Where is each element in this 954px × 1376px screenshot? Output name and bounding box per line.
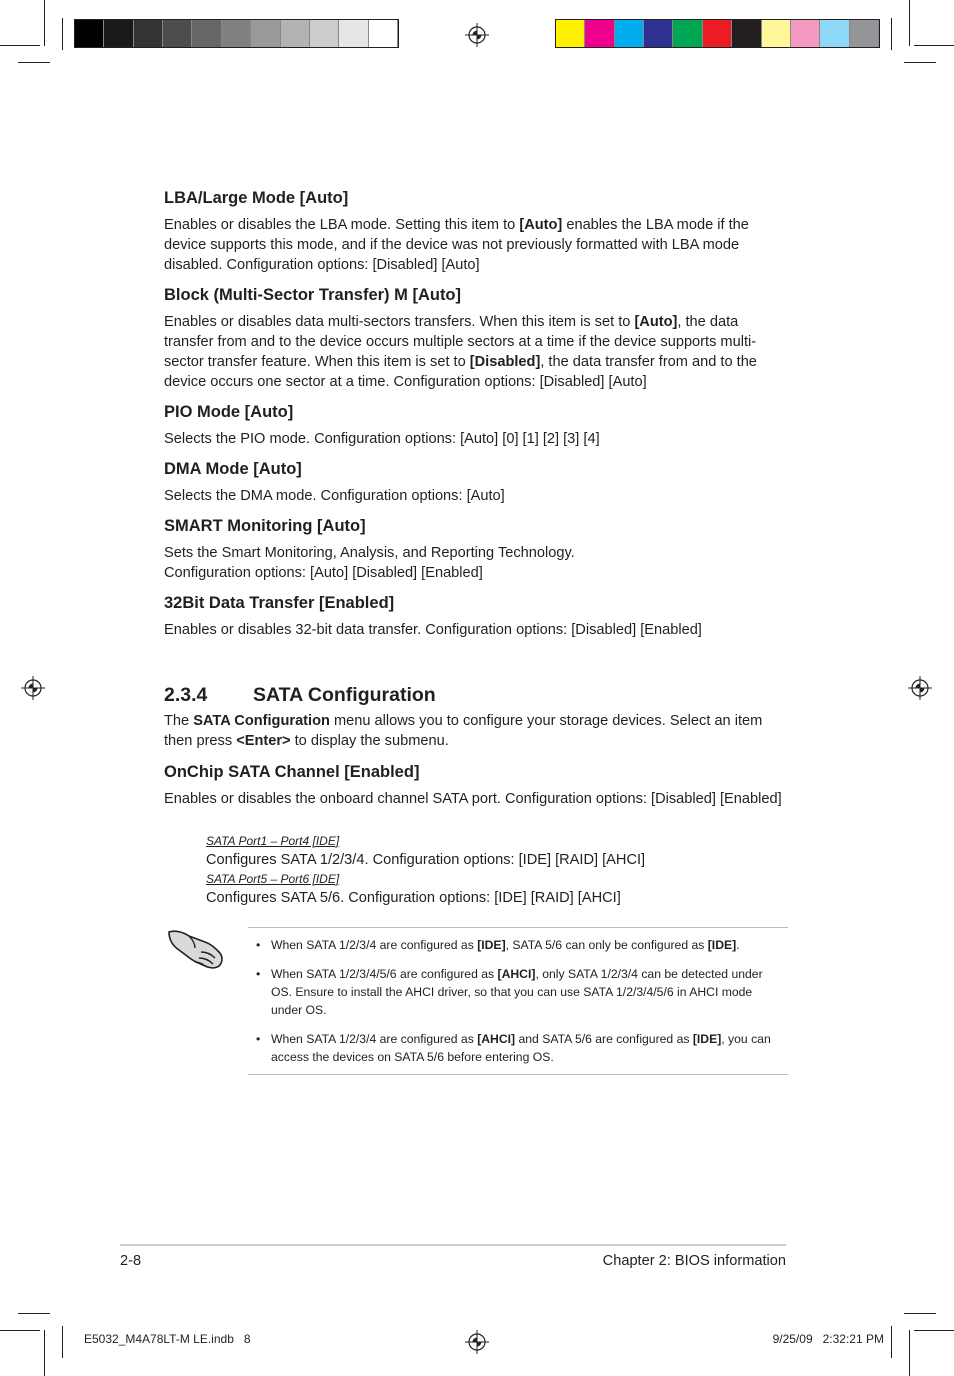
grayscale-color-bar: [74, 19, 399, 48]
bold-text: [IDE]: [477, 938, 506, 952]
setting-block: [164, 188, 790, 275]
port1-label: SATA Port1 – Port4 [IDE]: [206, 834, 340, 848]
registration-mark-icon: [908, 676, 932, 700]
slug-date: 9/25/09 2:32:21 PM: [772, 1332, 884, 1346]
text-run: to display the submenu.: [290, 733, 449, 749]
crop-mark: [914, 1330, 954, 1331]
onchip-body: Enables or disables the onboard channel SATA port. Configuration options: [Disabled] [Enabled]: [164, 791, 782, 807]
crop-mark: [44, 0, 45, 46]
crop-mark: [891, 18, 892, 50]
port5-body: Configures SATA 5/6. Configuration options: [IDE] [RAID] [AHCI]: [206, 890, 621, 906]
bullet: •: [256, 1032, 261, 1046]
registration-mark-icon: [465, 23, 489, 47]
setting-description: [164, 312, 790, 392]
setting-heading: 32Bit Data Transfer [Enabled]: [164, 594, 395, 612]
crop-mark: [891, 1326, 892, 1358]
color-swatch: [556, 20, 585, 47]
text-run: When SATA 1/2/3/4/5/6 are configured as: [271, 967, 498, 981]
registration-mark-icon: [465, 1330, 489, 1354]
text-run: Enables or disables 32-bit data transfer. Configuration options: [Disabled] [Enabled]: [164, 622, 702, 638]
color-swatch: [104, 20, 133, 47]
color-swatch: [134, 20, 163, 47]
bullet: •: [256, 938, 261, 952]
crop-mark: [904, 1313, 936, 1314]
color-swatch: [732, 20, 761, 47]
text-run: , the data transfer from and to the device occurs one sector at a time. Configuration options: [Disabled] [Auto]: [164, 354, 757, 390]
setting-description: [164, 486, 790, 506]
bullet: •: [256, 967, 261, 981]
setting-description: [164, 620, 790, 640]
text-run: , you can access the devices on SATA 5/6 before entering OS.: [271, 1032, 771, 1064]
setting-heading: LBA/Large Mode [Auto]: [164, 189, 349, 207]
text-run: , SATA 5/6 can only be configured as: [505, 938, 708, 952]
color-swatch: [644, 20, 673, 47]
setting-block: [164, 459, 790, 506]
crop-mark: [18, 1313, 50, 1314]
bold-text: [Auto]: [634, 314, 678, 330]
color-swatch: [673, 20, 702, 47]
note-box: [248, 927, 788, 1075]
color-swatch: [585, 20, 614, 47]
bold-text: [IDE]: [707, 938, 737, 952]
setting-heading: Block (Multi-Sector Transfer) M [Auto]: [164, 286, 462, 304]
text-run: menu allows you to configure your storage devices. Select an item then press: [164, 713, 763, 749]
bold-text: SATA Configuration: [193, 713, 330, 729]
note-item: [256, 1030, 786, 1066]
bold-text: [Disabled]: [469, 354, 541, 370]
text-run: When SATA 1/2/3/4 are configured as: [271, 1032, 478, 1046]
color-swatch: [369, 20, 398, 47]
port-settings: [206, 832, 786, 908]
text-run: Sets the Smart Monitoring, Analysis, and Reporting Technology.: [164, 545, 575, 561]
text-run: , only SATA 1/2/3/4 can be detected under OS. Ensure to install the AHCI driver, so that you can use SATA 1/2/3/4/5/6 in AHCI mode under OS.: [271, 967, 763, 1017]
color-swatch: [762, 20, 791, 47]
color-swatch: [222, 20, 251, 47]
color-swatch: [163, 20, 192, 47]
color-swatch: [251, 20, 280, 47]
text-run: When SATA 1/2/3/4 are configured as: [271, 938, 478, 952]
crop-mark: [909, 1330, 910, 1376]
crop-mark: [62, 18, 63, 50]
footer-divider: [120, 1244, 786, 1246]
color-swatch: [339, 20, 368, 47]
text-run: Selects the DMA mode. Configuration options: [Auto]: [164, 488, 505, 504]
text-run: , the data transfer from and to the device occurs multiple sectors at a time if the device supports multi-sector transfer feature. When this item is set to: [164, 314, 757, 370]
setting-block: [164, 593, 790, 640]
setting-heading: DMA Mode [Auto]: [164, 460, 302, 478]
onchip-block: [164, 762, 790, 809]
note-item: [256, 965, 786, 1019]
setting-block: [164, 285, 790, 392]
bold-text: <Enter>: [236, 733, 291, 749]
setting-description: [164, 543, 790, 583]
text-run: Enables or disables data multi-sectors transfers. When this item is set to: [164, 314, 635, 330]
text-run: .: [736, 938, 740, 952]
page-number: 2-8: [120, 1253, 142, 1269]
text-run: The: [164, 713, 194, 729]
registration-mark-icon: [21, 676, 45, 700]
color-swatch: [791, 20, 820, 47]
hand-pointer-icon: [165, 926, 227, 970]
sata-intro-text: [164, 711, 790, 751]
crop-mark: [0, 45, 40, 46]
crop-mark: [909, 0, 910, 46]
color-swatch: [75, 20, 104, 47]
color-swatch: [281, 20, 310, 47]
slug-file: E5032_M4A78LT-M LE.indb 8: [84, 1332, 251, 1346]
bold-text: [IDE]: [692, 1032, 722, 1046]
color-swatch: [615, 20, 644, 47]
crop-mark: [0, 1330, 40, 1331]
text-run: Configuration options: [Auto] [Disabled] [Enabled]: [164, 565, 483, 581]
setting-description: [164, 429, 790, 449]
color-swatch: [820, 20, 849, 47]
crop-mark: [914, 45, 954, 46]
color-swatch: [703, 20, 732, 47]
crop-mark: [18, 62, 50, 63]
section-number: 2.3.4: [164, 684, 208, 706]
process-color-bar: [555, 19, 880, 48]
color-swatch: [850, 20, 879, 47]
text-run: enables the LBA mode if the device supports this mode, and if the device was not previously formatted with LBA mode disabled. Configuration options: [Disabled] [Auto]: [164, 217, 749, 273]
onchip-heading: OnChip SATA Channel [Enabled]: [164, 763, 420, 781]
text-run: and SATA 5/6 are configured as: [515, 1032, 693, 1046]
text-run: Selects the PIO mode. Configuration options: [Auto] [0] [1] [2] [3] [4]: [164, 431, 600, 447]
chapter-title: Chapter 2: BIOS information: [602, 1253, 786, 1269]
crop-mark: [904, 62, 936, 63]
text-run: Enables or disables the LBA mode. Setting this item to: [164, 217, 520, 233]
setting-block: [164, 516, 790, 583]
crop-mark: [62, 1326, 63, 1358]
sata-intro: [164, 711, 790, 751]
bold-text: [AHCI]: [497, 967, 536, 981]
settings-sections: [164, 188, 790, 640]
bold-text: [AHCI]: [477, 1032, 516, 1046]
setting-heading: PIO Mode [Auto]: [164, 403, 294, 421]
port5-label: SATA Port5 – Port6 [IDE]: [206, 872, 340, 886]
section-title: SATA Configuration: [253, 684, 436, 706]
note-list: [256, 936, 786, 1077]
color-swatch: [192, 20, 221, 47]
setting-block: [164, 402, 790, 449]
crop-mark: [44, 1330, 45, 1376]
section-heading: [164, 683, 436, 707]
note-item: [256, 936, 786, 954]
port1-body: Configures SATA 1/2/3/4. Configuration options: [IDE] [RAID] [AHCI]: [206, 852, 646, 868]
setting-heading: SMART Monitoring [Auto]: [164, 517, 366, 535]
setting-description: [164, 215, 790, 275]
color-swatch: [310, 20, 339, 47]
bold-text: [Auto]: [519, 217, 563, 233]
